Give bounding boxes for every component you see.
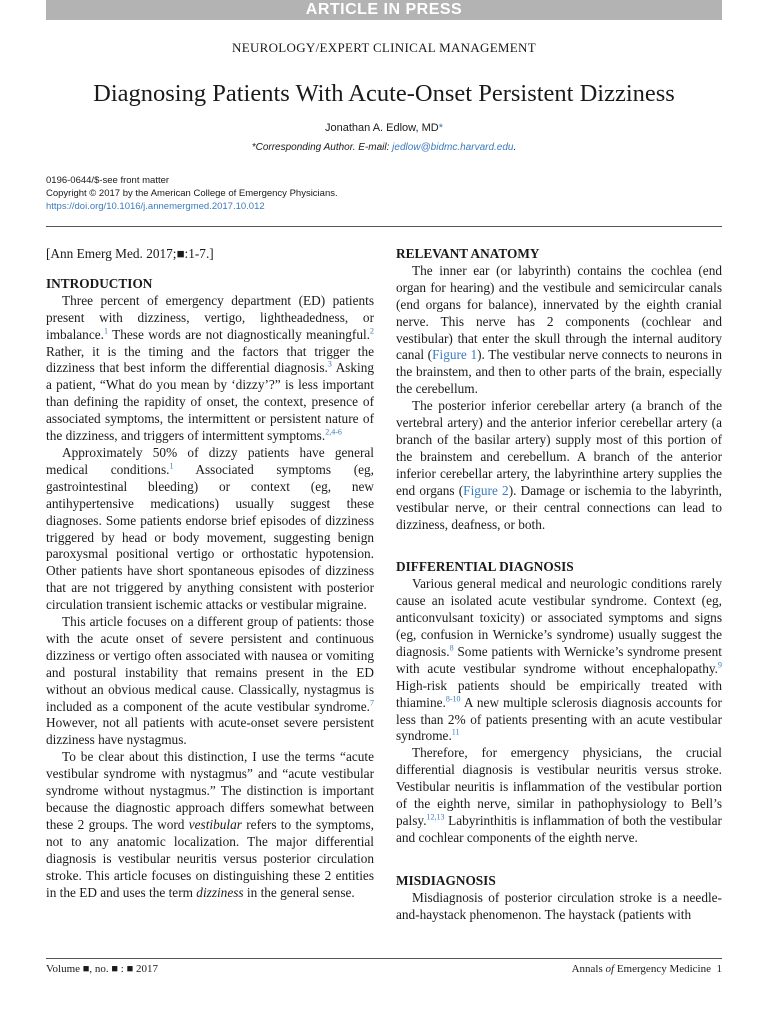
author-email-link[interactable]: jedlow@bidmc.harvard.edu: [392, 142, 514, 153]
intro-paragraph-4: To be clear about this distinction, I use the terms “acute vestibular syndrome with nystagmus” and “acute vestibular syndrome without nystagmus.” The distinction is important because the diagnostic approach differs somewhat between these 2 groups. The word vestibular refers to the symptoms, not to any anatomic localization. The major differential diagnosis is vestibular neuritis versus posterior circulation stroke. This article focuses on distinguishing these 2 entities in the ED and uses the term dizziness in the general sense.: [46, 749, 374, 900]
figure-2-link[interactable]: Figure 2: [463, 482, 509, 498]
anatomy-paragraph-1: The inner ear (or labyrinth) contains the cochlea (end organ for hearing) and the vestibule and semicircular canals (end organs for balance), innervated by the eighth cranial nerve. This nerve has 2 components (cochlear and vestibular) that enter the skull through the internal auditory canal (Figure 1). The vestibular nerve connects to neurons in the brainstem, and then to other parts of the brain, especially the cerebellum.: [396, 262, 722, 397]
copyright-line: Copyright © 2017 by the American College of Emergency Physicians.: [46, 188, 338, 199]
differential-diagnosis-heading: DIFFERENTIAL DIAGNOSIS: [396, 559, 574, 575]
dd-paragraph-2: Therefore, for emergency physicians, the crucial differential diagnosis is vestibular neuritis versus stroke. Vestibular neuritis is inflammation of the vestibular portion of the eighth nerve, similar in pathophysiology to Bell’s palsy.$^{12,13}$ Labyrinthitis is inflammation of both the vestibular and cochlear components of the eighth nerve.: [396, 745, 722, 845]
volume-info: Volume ■, no. ■ : ■ 2017: [46, 963, 159, 975]
page-number: 1: [716, 963, 722, 975]
left-column: [46, 246, 374, 901]
ref-link[interactable]: 1: [103, 326, 108, 336]
ref-link[interactable]: 7: [370, 698, 374, 708]
journal-section-heading: NEUROLOGY/EXPERT CLINICAL MANAGEMENT: [232, 40, 536, 55]
anatomy-heading: RELEVANT ANATOMY: [396, 246, 540, 261]
author-line: [0, 122, 768, 134]
ref-link[interactable]: 12,13: [426, 812, 445, 822]
article-metadata: [46, 174, 338, 213]
journal-footer: Annals of Emergency Medicine 1: [571, 963, 722, 975]
dd-paragraph-1: Various general medical and neurologic conditions rarely cause an isolated acute vestibular syndrome. Context (eg, anticonvulsant toxicity) or associated symptoms and signs (eg, confusion in Wernicke’s syndrome) usually suggest the diagnosis.$^8$ Some patients with Wernicke’s syndrome present with acute vestibular syndrome without encephalopathy.$^9$ High-risk patients should be empirically treated with thiamine.$^{8-10}$ A new multiple sclerosis diagnosis accounts for less than 2% of patients presenting with an acute vestibular syndrome.$^{11}$: [396, 576, 722, 744]
footer-divider: [46, 958, 722, 959]
ref-link[interactable]: 2: [370, 326, 374, 336]
ref-link[interactable]: 3: [327, 360, 332, 370]
doi-link[interactable]: https://doi.org/10.1016/j.annemergmed.2017.10.012: [46, 201, 265, 212]
ref-link[interactable]: 9: [718, 660, 722, 670]
ref-link[interactable]: 2,4-6: [325, 427, 342, 437]
ref-link[interactable]: 1: [169, 461, 174, 471]
author-name: Jonathan A. Edlow, MD: [324, 122, 439, 134]
right-column: [396, 246, 722, 924]
intro-paragraph-3: This article focuses on a different group of patients: those with the acute onset of severe persistent and continuous dizziness or vertigo often associated with nausea or vomiting and postural instability that remains present in the ED without an obvious medical cause. Classically, nystagmus is included as a component of the acute vestibular syndrome.$^7$ However, not all patients with acute-onset severe persistent dizziness have nystagmus.: [46, 614, 374, 748]
corresponding-label: *Corresponding Author. E-mail:: [251, 142, 393, 153]
ref-link[interactable]: 8: [449, 643, 454, 653]
issn-line: 0196-0644/$-see front matter: [46, 175, 170, 186]
anatomy-paragraph-2: The posterior inferior cerebellar artery (a branch of the vertebral artery) and the anterior inferior cerebellar artery (a branch of the basilar artery) supply most of this portion of the brainstem and cerebellum. A branch of the anterior inferior cerebellar artery, the labyrinthine artery supplies the end organs (Figure 2). Damage or ischemia to the labyrinth, vestibular nerve, or their central connections can lead to dizziness, deafness, or both.: [396, 398, 722, 532]
figure-1-link[interactable]: Figure 1: [432, 347, 478, 363]
introduction-heading: INTRODUCTION: [46, 275, 153, 291]
ref-link[interactable]: 11: [451, 728, 460, 738]
ref-link[interactable]: 8-10: [445, 694, 461, 704]
corresponding-author-note: [0, 142, 768, 153]
corresponding-tail: .: [513, 142, 517, 153]
citation-line: [Ann Emerg Med. 2017;■:1-7.]: [46, 246, 214, 261]
article-title: Diagnosing Patients With Acute-Onset Persistent Dizziness: [93, 80, 675, 107]
article-in-press-banner: ARTICLE IN PRESS: [46, 0, 722, 20]
corresponding-author-mark[interactable]: *: [438, 122, 443, 134]
misdiagnosis-paragraph: Misdiagnosis of posterior circulation stroke is a needle-and-haystack phenomenon. The haystack (patients with: [396, 889, 722, 922]
misdiagnosis-heading: MISDIAGNOSIS: [396, 872, 496, 888]
header-divider: [46, 226, 722, 227]
intro-paragraph-2: Approximately 50% of dizzy patients have general medical conditions.$^1$ Associated symptoms (eg, gastrointestinal bleeding) or context (eg, new antihypertensive medications) usually suggest these diagnoses. Some patients endorse brief episodes of dizziness triggered by head or body movement, suggesting benign paroxysmal positional vertigo or orthostatic hypotension. Other patients have short spontaneous episodes of dizziness that are not triggered by anything consistent with posterior circulation transient ischemic attacks or vestibular migraine.: [46, 444, 374, 613]
intro-paragraph-1: Three percent of emergency department (ED) patients present with dizziness, vertigo, lightheadedness, or imbalance.$^1$ These words are not diagnostically meaningful.$^2$ Rather, it is the timing and the factors that trigger the dizziness that best inform the differential diagnosis.$^3$ Asking a patient, “What do you mean by ‘dizzy’?” is less important than defining the rapidity of onset, the context, presence of associated symptoms, the intermittent or persistent nature of the dizziness, and triggers of intermittent symptoms.$^{2,4-6}$: [46, 292, 374, 444]
